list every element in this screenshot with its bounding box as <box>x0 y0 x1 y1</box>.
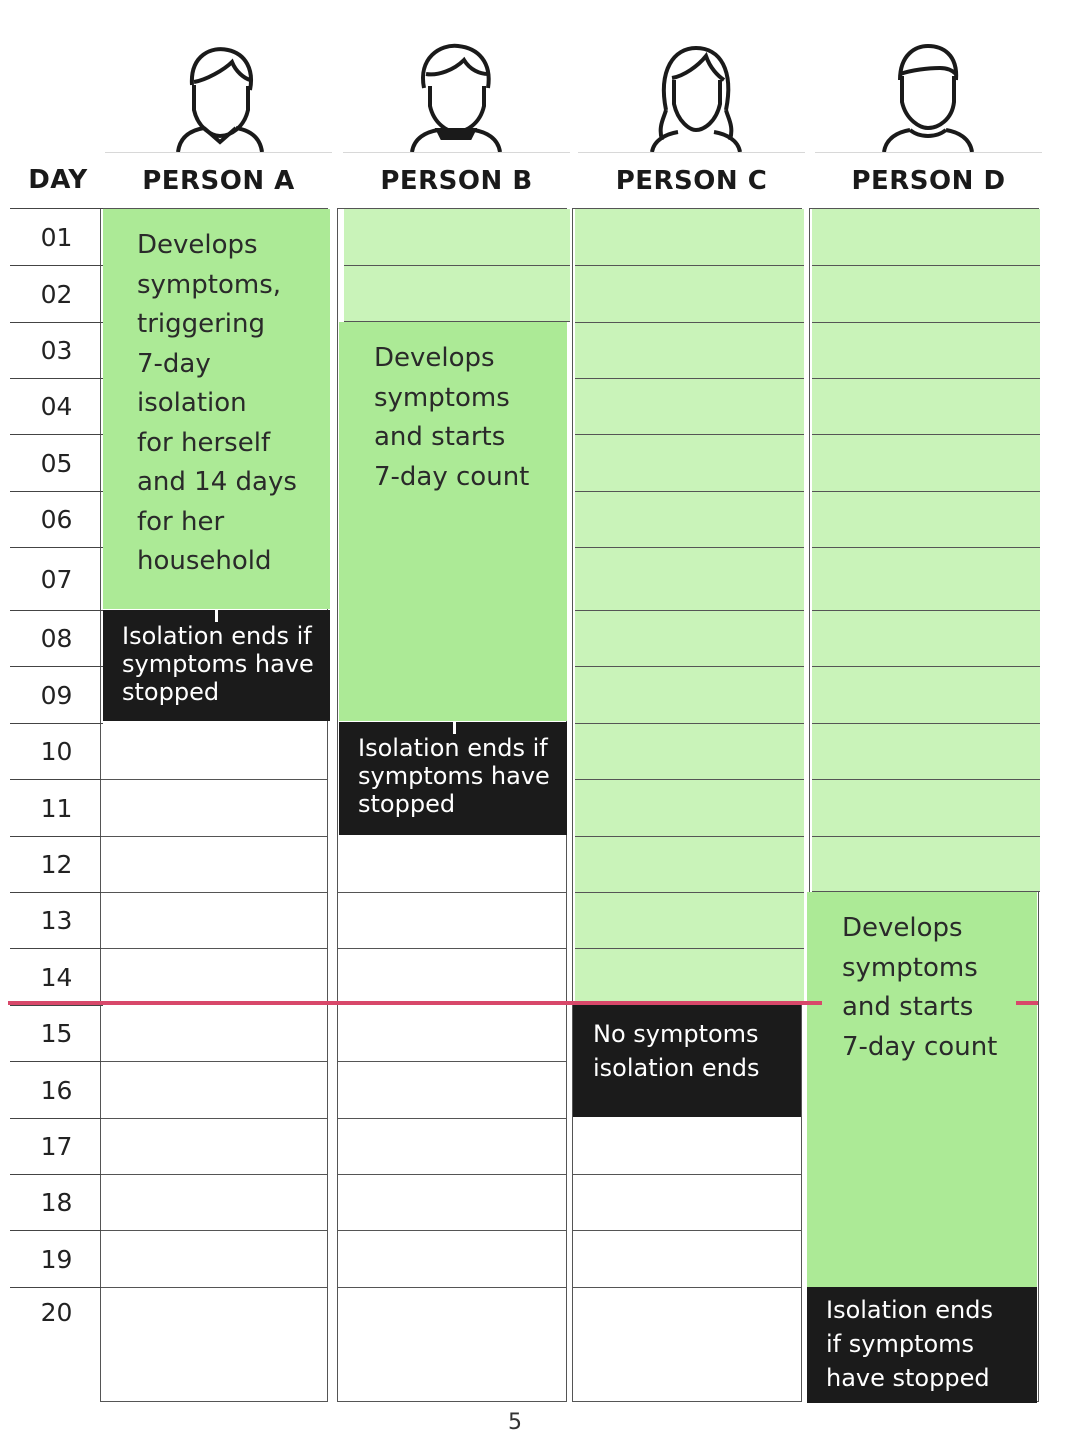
person-a-header: PERSON A <box>105 152 332 208</box>
day-label: 13 <box>10 892 103 948</box>
person-d-isolation-period <box>812 209 1040 891</box>
day-label: 15 <box>10 1005 103 1061</box>
day-label: 06 <box>10 491 103 547</box>
day-label: 10 <box>10 723 103 779</box>
day-label: 14 <box>10 948 103 1005</box>
day-label: 17 <box>10 1118 103 1174</box>
day-label: 20 <box>10 1287 103 1402</box>
day-label: 05 <box>10 434 103 491</box>
day-label: 19 <box>10 1230 103 1287</box>
person-a-symptoms-note: Develops symptoms, triggering 7-day isolation for herself and 14 days for her household <box>137 230 297 576</box>
person-d-isolation-end: Isolation ends if symptoms have stopped <box>807 1287 1037 1403</box>
person-d-symptoms-note: Develops symptoms and starts 7-day count <box>842 913 998 1062</box>
day-label: 02 <box>10 265 103 322</box>
day-column-header: DAY <box>28 165 88 195</box>
day-label: 16 <box>10 1061 103 1118</box>
page-number: 5 <box>508 1410 522 1435</box>
day-label: 01 <box>10 208 103 265</box>
day-label: 03 <box>10 322 103 378</box>
person-a-icon <box>172 40 268 152</box>
day-label: 09 <box>10 666 103 723</box>
person-b-header: PERSON B <box>343 152 570 208</box>
day-label: 08 <box>10 610 103 666</box>
person-b-icon <box>408 40 504 152</box>
day-label: 07 <box>10 547 103 610</box>
person-d-header: PERSON D <box>815 152 1042 208</box>
person-c-icon <box>648 40 744 152</box>
person-b-isolation-end: Isolation ends if symptoms have stopped <box>339 722 567 835</box>
person-b-symptoms-note: Develops symptoms and starts 7-day count <box>374 343 530 492</box>
day-label: 04 <box>10 378 103 434</box>
person-c-isolation-period <box>575 209 804 1005</box>
day-label: 12 <box>10 836 103 892</box>
person-c-isolation-end: No symptoms isolation ends <box>573 1005 801 1117</box>
day-label: 11 <box>10 779 103 836</box>
person-a-isolation-end: Isolation ends if symptoms have stopped <box>103 610 330 721</box>
person-c-header: PERSON C <box>578 152 805 208</box>
person-d-icon <box>880 40 976 152</box>
day-label: 18 <box>10 1174 103 1230</box>
